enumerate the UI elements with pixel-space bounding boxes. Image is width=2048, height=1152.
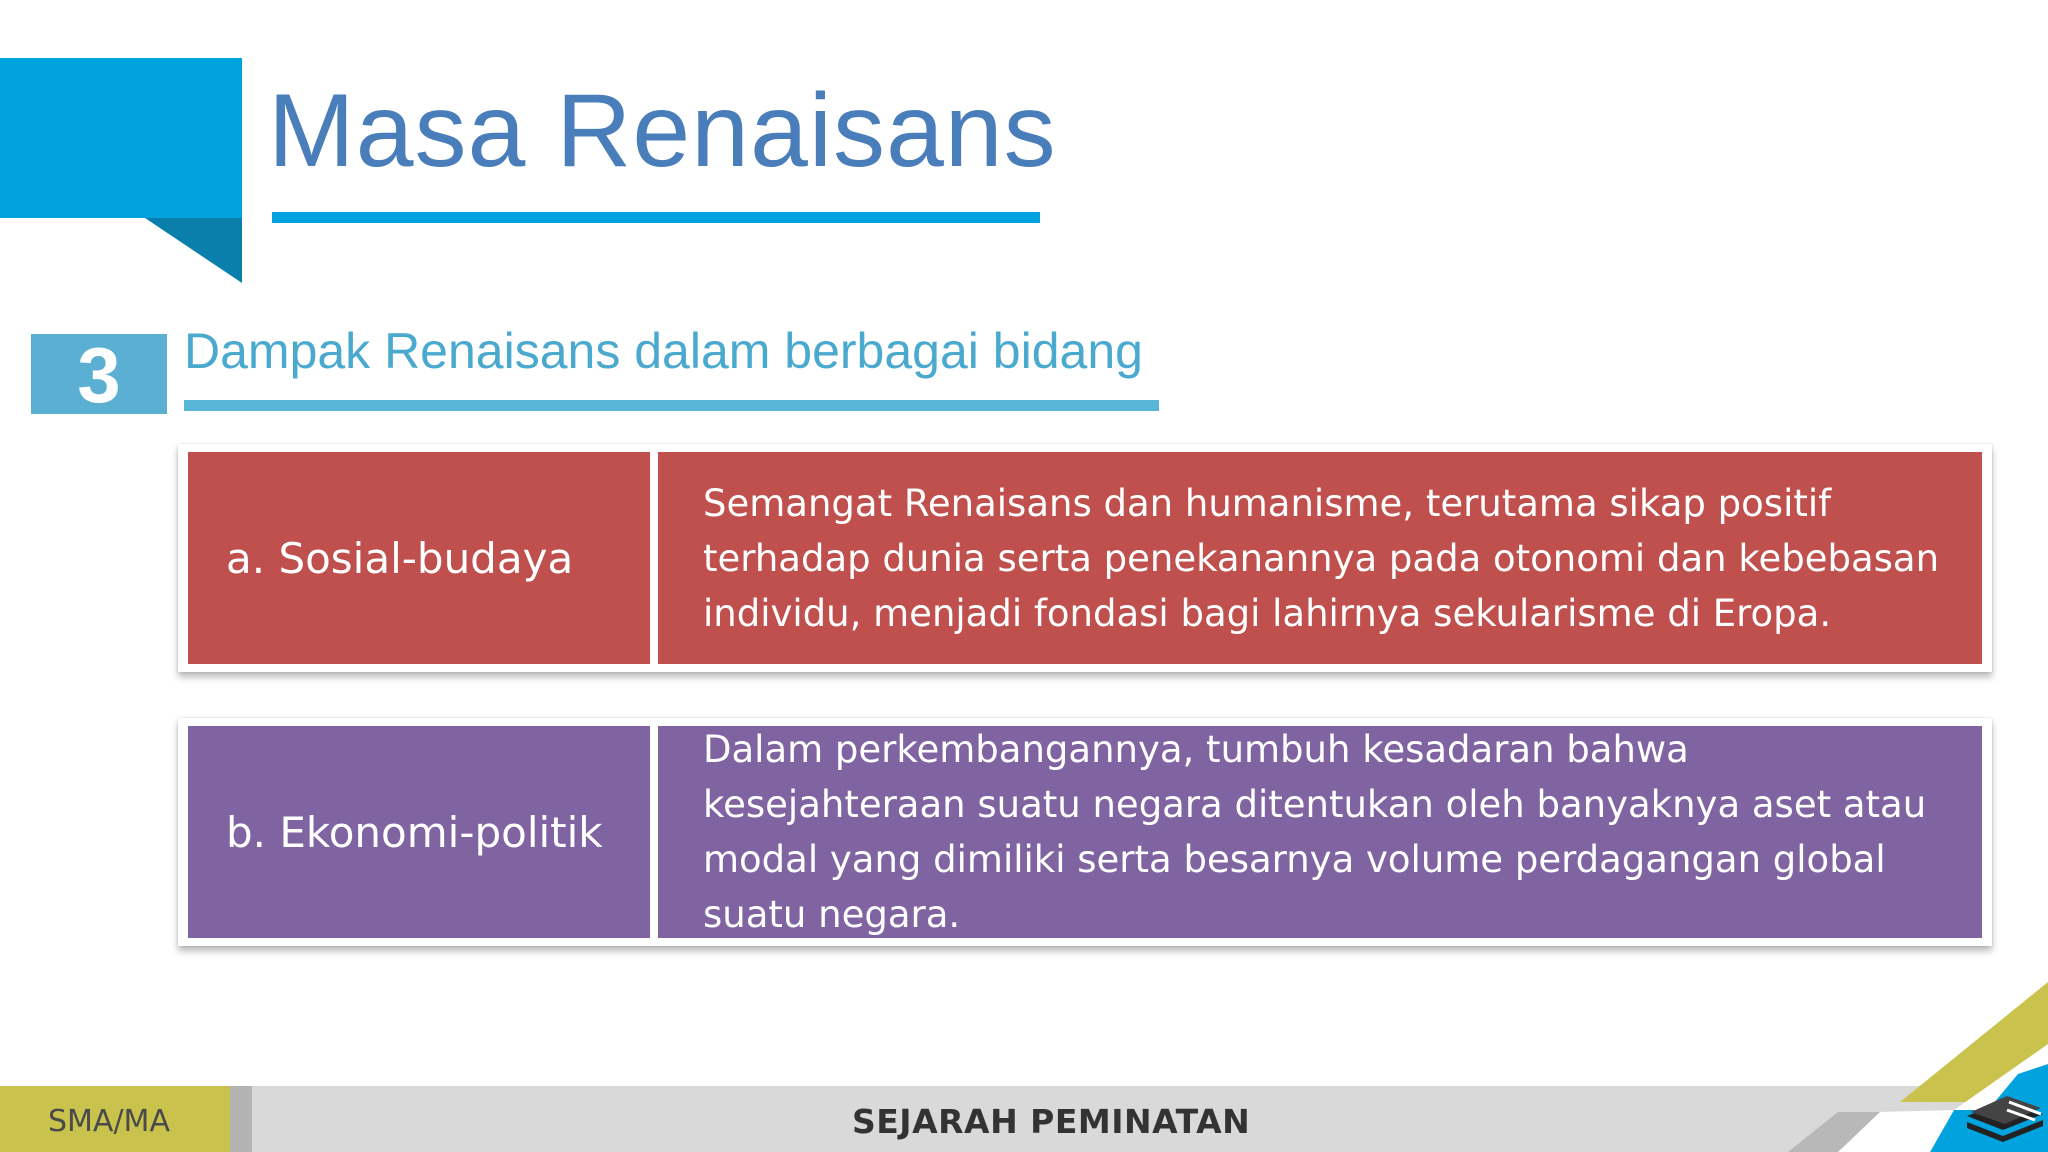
footer-decoration [1688, 952, 2048, 1152]
section-number: 3 [31, 334, 167, 414]
section-title: Dampak Renaisans dalam berbagai bidang [184, 323, 1143, 379]
title-underline [272, 212, 1040, 223]
impact-label: b. Ekonomi-politik [188, 726, 650, 938]
impact-row-economic [178, 718, 1992, 946]
section-underline [184, 400, 1159, 411]
slide-title: Masa Renaisans [268, 73, 1057, 189]
footer-level: SMA/MA [48, 1104, 170, 1139]
footer-separator [230, 1086, 252, 1152]
impact-description: Dalam perkembangannya, tumbuh kesadaran bahwa kesejahteraan suatu negara ditentukan oleh banyaknya aset atau modal yang dimiliki serta besarnya volume perdagangan global suatu negara. [658, 726, 1982, 938]
title-accent-block [0, 58, 242, 218]
title-accent-fold [145, 218, 242, 283]
footer-subject: SEJARAH PEMINATAN [852, 1102, 1251, 1141]
impact-description: Semangat Renaisans dan humanisme, terutama sikap positif terhadap dunia serta penekanannya pada otonomi dan kebebasan individu, menjadi fondasi bagi lahirnya sekularisme di Eropa. [658, 452, 1982, 664]
impact-row-social [178, 444, 1992, 672]
impact-label: a. Sosial-budaya [188, 452, 650, 664]
